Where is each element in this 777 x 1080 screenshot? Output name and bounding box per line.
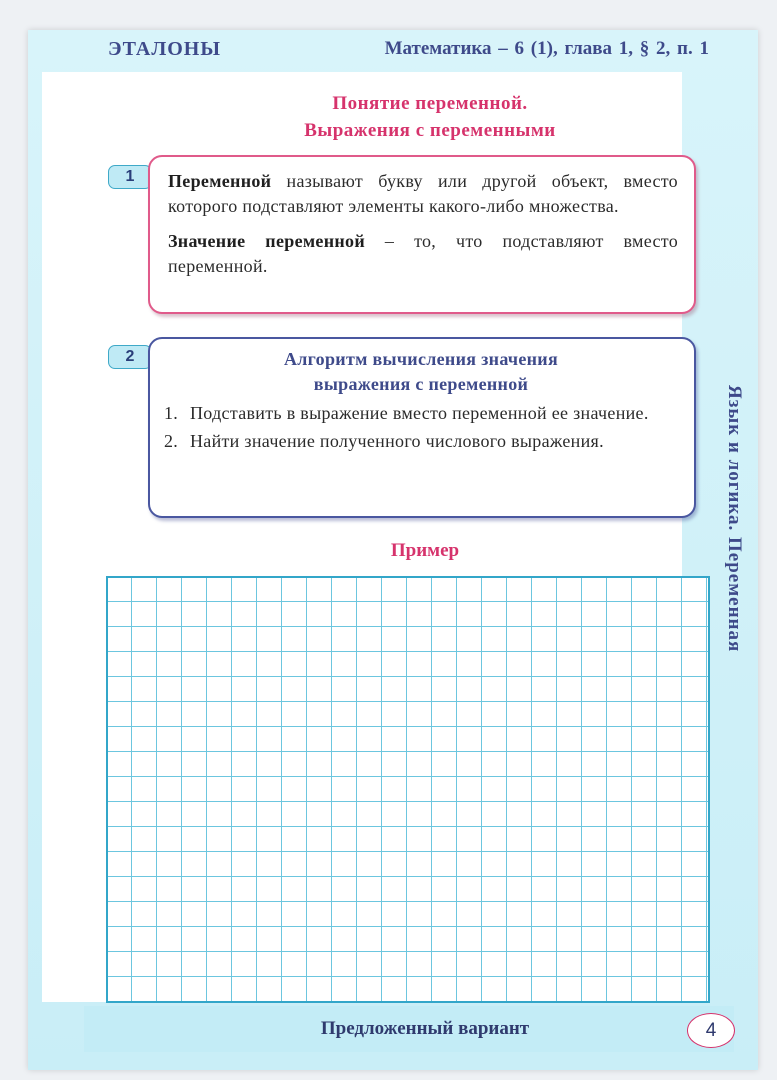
definition-value: [168, 229, 678, 279]
side-section-label: Язык и логика. Переменная: [724, 385, 745, 653]
algorithm-title-line-1: Алгоритм вычисления значения: [283, 349, 559, 369]
definition-variable: [168, 169, 678, 219]
series-label: ЭТАЛОНЫ: [108, 38, 222, 60]
algorithm-step: [164, 401, 678, 426]
page-number-badge: 4: [687, 1013, 735, 1048]
algorithm-box: [148, 337, 696, 518]
algorithm-steps: [164, 401, 678, 454]
page-title-line-2: Выражения с переменными: [304, 120, 556, 141]
page-title-line-1: Понятие переменной.: [332, 93, 528, 114]
term-variable: Переменной: [168, 171, 272, 191]
block-1-number-tab: 1: [108, 165, 152, 189]
step-text: Подставить в выражение вместо переменной ее значение.: [190, 403, 649, 423]
footer-caption: Предложенный вариант: [320, 1018, 530, 1039]
step-number: 2.: [164, 431, 179, 451]
algorithm-title-line-2: выражения с переменной: [313, 374, 529, 394]
example-title: Пример: [390, 540, 460, 561]
definition-value-text: – то, что подставляют вместо переменной.: [168, 231, 678, 276]
algorithm-title: [164, 347, 678, 397]
page-title: [140, 90, 720, 144]
block-2-number-tab: 2: [108, 345, 152, 369]
term-value: Значение переменной: [168, 231, 366, 251]
definition-variable-text: называют букву или другой объект, вместо которого подставляют элементы какого-либо множества.: [168, 171, 678, 216]
definition-box: [148, 155, 696, 314]
course-reference: Математика – 6 (1), глава 1, § 2, п. 1: [384, 38, 709, 59]
step-text: Найти значение полученного числового выражения.: [190, 431, 604, 451]
algorithm-step: [164, 429, 678, 454]
example-grid-area[interactable]: [106, 576, 710, 1003]
step-number: 1.: [164, 403, 179, 423]
